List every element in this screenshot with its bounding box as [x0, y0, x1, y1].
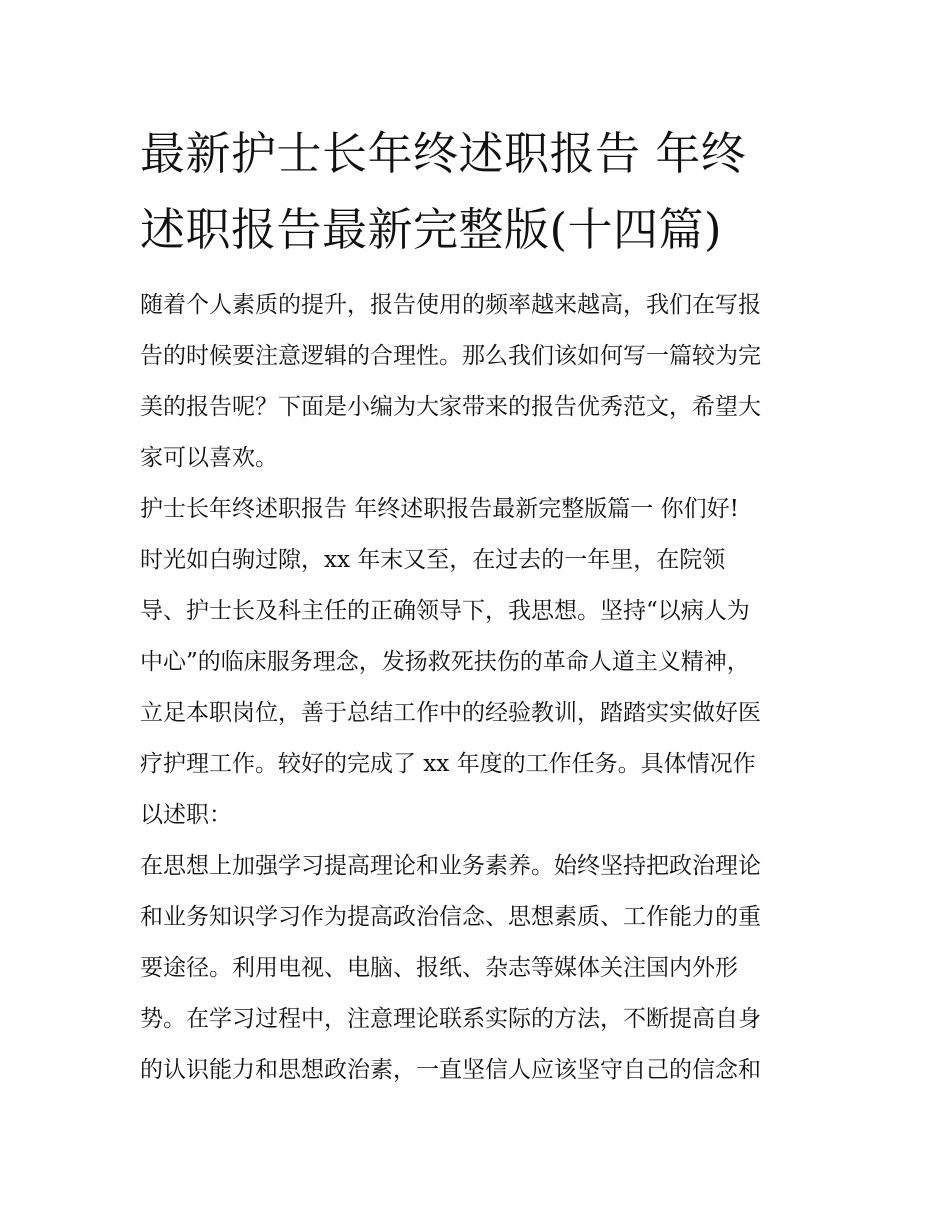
document-body [140, 280, 820, 1096]
body-line-13: 和业务知识学习作为提高政治信念、思想素质、工作能力的重 [140, 904, 761, 930]
body-line-9: 立足本职岗位，善于总结工作中的经验教训，踏踏实实做好医 [140, 700, 761, 726]
body-line-14: 要途径。利用电视、电脑、报纸、杂志等媒体关注国内外形 [140, 955, 738, 981]
body-line-1: 随着个人素质的提升，报告使用的频率越来越高，我们在写报 [140, 292, 761, 318]
body-line-8: 中心”的临床服务理念，发扬救死扶伤的革命人道主义精神， [140, 649, 750, 675]
body-line-3: 美的报告呢？下面是小编为大家带来的报告优秀范文，希望大 [140, 394, 761, 420]
body-line-16: 的认识能力和思想政治素，一直坚信人应该坚守自己的信念和 [140, 1057, 761, 1083]
title-line-1: 最新护士长年终述职报告 年终 [140, 127, 747, 180]
body-line-4: 家可以喜欢。 [140, 445, 278, 471]
body-line-15: 势。在学习过程中，注意理论联系实际的方法，不断提高自身 [140, 1006, 761, 1032]
body-line-2: 告的时候要注意逻辑的合理性。那么我们该如何写一篇较为完 [140, 343, 761, 369]
body-line-10: 疗护理工作。较好的完成了 xx 年度的工作任务。具体情况作 [140, 751, 756, 777]
body-line-11: 以述职： [140, 802, 232, 828]
body-line-5: 护士长年终述职报告 年终述职报告最新完整版篇一 你们好! [140, 496, 739, 522]
document-title [140, 116, 820, 268]
title-line-2: 述职报告最新完整版(十四篇) [140, 203, 723, 256]
body-line-12: 在思想上加强学习提高理论和业务素养。始终坚持把政治理论 [140, 853, 761, 879]
body-line-7: 导、护士长及科主任的正确领导下，我思想。坚持“以病人为 [140, 598, 750, 624]
body-line-6: 时光如白驹过隙，xx 年末又至，在过去的一年里，在院领 [140, 547, 726, 573]
